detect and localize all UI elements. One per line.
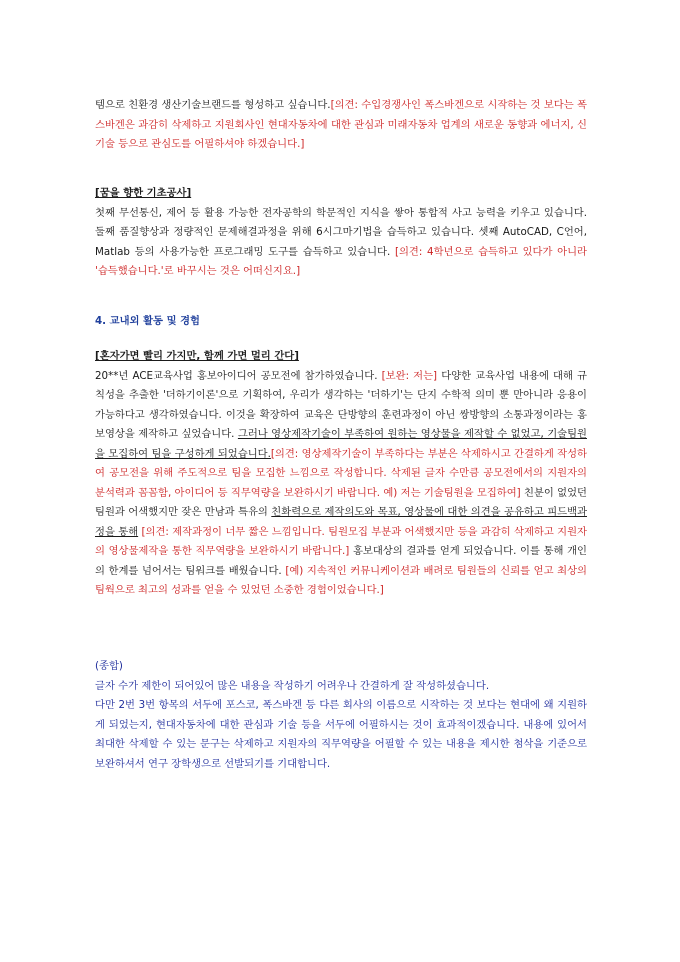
activity-p6: 홍보대상의 결과를 얻게 되었습니다. 이를 통해 개인의 한계를 넘어서는 팀워크를 배웠습니다. bbox=[95, 545, 587, 577]
summary-section bbox=[95, 657, 587, 774]
dream-section bbox=[95, 184, 587, 282]
intro-comment: [의견: 수입경쟁사인 폭스바겐으로 시작하는 것 보다는 폭스바겐은 과감히 삭제하고 지원회사인 현대자동차에 대한 관심과 미래자동차 업계의 새로운 동향과 에너지, 신기술 등으로 관심도를 어필하셔야 하겠습니다.] bbox=[95, 99, 587, 150]
activity-p7-comment: [예) 지속적인 커뮤니케이션과 배려로 팀원들의 신뢰를 얻고 최상의 팀웍으로 최고의 성과를 얻을 수 있었던 소중한 경험이었습니다.] bbox=[95, 564, 587, 596]
summary-label: (종합) bbox=[95, 660, 123, 672]
activity-p1-comment: [보완: 저는] bbox=[381, 369, 438, 382]
dream-comment: [의견: 4학년으로 습득하고 있다가 아니라 '습득했습니다.'로 바꾸시는 것은 어떠신지요.] bbox=[95, 245, 587, 277]
activity-p4-underlined: 친화력으로 제작의도와 목표, 영상물에 대한 의견을 공유하고 피드백과정을 통해 bbox=[95, 506, 588, 538]
activity-p2-underlined: 그러나 영상제작기술이 부족하여 원하는 영상물을 제작할 수 없었고, 기술팀원을 모집하여 팀을 구성하게 되었습니다. bbox=[95, 428, 587, 460]
intro-text: 템으로 친환경 생산기술브랜드를 형성하고 싶습니다. bbox=[95, 99, 331, 111]
activity-p3-comment: [의견: 영상제작기술이 부족하다는 부분은 삭제하시고 간결하게 작성하여 공모전을 위해 주도적으로 팀을 모집한 느낌으로 작성합니다. 삭제된 글자 수만큼 공모전에서의 지원자의 분석력과 꼼꼼함, 아이디어 등 직무역량을 보완하시기 바랍니다. 예) 저는 기술팀원을 모집하여] bbox=[95, 447, 587, 499]
section4-title: 4. 교내외 활동 및 경험 bbox=[95, 315, 200, 327]
activity-p1: 20**년 ACE교육사업 홍보아이디어 공모전에 참가하였습니다. bbox=[95, 369, 382, 382]
summary-line1: 글자 수가 제한이 되어있어 많은 내용을 작성하기 어려우나 간결하게 잘 작성하셨습니다. bbox=[95, 679, 490, 692]
intro-paragraph bbox=[95, 96, 587, 155]
activity-p4: 친분이 없었던 팀원과 어색했지만 잦은 만남과 특유의 bbox=[95, 486, 587, 518]
section4 bbox=[95, 312, 587, 332]
activity-section bbox=[95, 347, 587, 601]
dream-heading: [꿈을 향한 기초공사] bbox=[95, 187, 192, 199]
activity-heading: [혼자가면 빨리 가지만, 함께 가면 멀리 간다] bbox=[95, 350, 299, 362]
activity-p5-comment: [의견: 제작과정이 너무 짧은 느낌입니다. 팀원모집 부분과 어색했지만 등을 과감히 삭제하고 지원자의 영상물제작을 통한 직무역량을 보완하시기 바랍니다.] bbox=[95, 525, 587, 557]
summary-body: 다만 2번 3번 항목의 서두에 포스코, 폭스바겐 등 다른 회사의 이름으로 시작하는 것 보다는 현대에 왜 지원하게 되었는지, 현대자동차에 대한 관심과 기술 등을 서두에 어필하시는 것이 효과적이겠습니다. 내용에 있어서 최대한 삭제할 수 있는 문구는 삭제하고 지원자의 직무역량을 어필할 수 있는 내용을 제시한 첨삭을 기준으로 보완하셔서 연구 장학생으로 선발되기를 기대합니다. bbox=[95, 699, 587, 770]
activity-p2: 다양한 교육사업 내용에 대해 규칙성을 추출한 '더하기이론'으로 기획하여, 우리가 생각하는 '더하기'는 단지 수학적 의미 뿐 만아니라 응용이 가능하다고 생각하였습니다. 이것을 확장하여 교육은 단방향의 훈련과정이 아닌 쌍방향의 소통과정이라는 홍보영상을 제작하고 싶었습니다. bbox=[95, 369, 587, 440]
dream-text: 첫째 무선통신, 제어 등 활용 가능한 전자공학의 학문적인 지식을 쌓아 통합적 사고 능력을 키우고 있습니다. 둘째 품질향상과 정량적인 문제해결과정을 위해 6시그마기법을 습득하고 있습니다. 셋째 AutoCAD, C언어, Matlab 등의 사용가능한 프로그래밍 도구를 습득하고 있습니다. bbox=[95, 206, 587, 258]
